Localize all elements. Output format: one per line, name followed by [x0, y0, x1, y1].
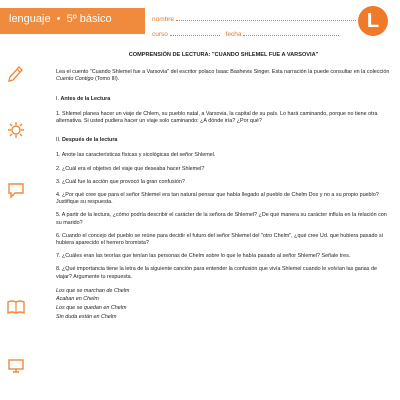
collection-title: Cuento Contigo — [56, 76, 94, 83]
question-2: 2. ¿Cuál era el objetivo del viaje que deseaba hacer Shlemel? — [56, 165, 205, 172]
song-line: Los que se marchan de Chelm — [56, 287, 130, 294]
intro-text-end: (Tomo III). — [93, 76, 120, 83]
subject-label — [9, 13, 112, 25]
question-7: 7. ¿Cuáles eran las teorías que tenían las personas de Chelm sobre lo que le había pasado al señor Shlemel? Señale tres. — [56, 253, 351, 260]
worksheet-body — [56, 52, 391, 321]
subject-separator: • — [56, 13, 61, 25]
intro-paragraph — [56, 69, 391, 83]
fecha-line — [243, 35, 339, 36]
nombre-line — [176, 20, 356, 21]
question-6: 6. Cuando el concejo del pueblo se reúne para decidir el futuro del señor Shlemel del "otro Chelm", ¿qué cree Ud. que hubiera pasado si hubiera aparecido el herrero bromista? — [56, 232, 383, 247]
question-4: 4. ¿Por qué cree que para el señor Shlemel era tan natural pensar que había llegado al pueblo de Chelm Dos y no a su propio pueblo? Justifique su respuesta. — [56, 192, 379, 206]
question-8: 8. ¿Qué importancia tiene la letra de la siguiente canción para entender la confusión que vivía Shlemel cuando le volvían las ganas de viajar? Argumente tu respuesta. — [56, 266, 377, 280]
section-1-heading — [56, 96, 391, 103]
curso-label: curso — [152, 31, 168, 38]
grade-label: 5º básico — [66, 13, 112, 25]
song-lyrics — [56, 287, 391, 321]
nombre-field — [152, 16, 356, 23]
song-line: Sin duda están en Chelm — [56, 313, 117, 320]
curso-line — [170, 35, 220, 36]
song-line: Los que se quedan en Chelm — [56, 305, 127, 312]
section-1-title: Antes de la Lectura — [60, 95, 111, 102]
nombre-label: nombre — [152, 16, 175, 23]
section-2-title: Después de la lectura — [62, 137, 118, 144]
book-icon — [6, 297, 26, 317]
computer-icon — [6, 356, 26, 376]
curso-field — [152, 31, 339, 38]
worksheet-header — [0, 0, 400, 40]
question-3: 3. ¿Cuál fue la acción que provocó la gran confusión? — [56, 178, 185, 185]
section-1-numeral: I. — [56, 95, 59, 102]
intro-text: Lea el cuento "Cuando Shlemel fue a Varsovia" del escritor polaco Isaac Bashevis Singer. Esta narración la puede consultar en la colección — [56, 69, 390, 76]
fecha-label: fecha — [225, 31, 242, 38]
subject-name: lenguaje — [9, 13, 51, 25]
speech-bubble-icon — [6, 180, 26, 200]
lenguaje-logo: L — [358, 6, 388, 36]
question-5: 5. A partir de la lectura, ¿cómo podría describir el carácter de la señora de Shlemel? ¿De qué manera su carácter influía en la relación con su marido? — [56, 212, 387, 226]
section-1-question: 1. Shlemel planea hacer un viaje de Chlem, su pueblo natal, a Varsovia, la capital de su país. Lo hará caminando, porque no tiene otra alternativa. Si usted pudiera hacer un viaje solo caminando: ¿A dónde iría? ¿Por qué? — [56, 110, 378, 125]
pencil-icon — [6, 62, 26, 82]
section-2-numeral: II. — [56, 137, 61, 144]
worksheet-title: COMPRENSIÓN DE LECTURA: "CUANDO SHLEMEL FUE A VARSOVIA" — [128, 52, 319, 58]
question-1: 1. Anote las características físicas y sicológicas del señor Shlemel. — [56, 152, 216, 159]
song-line: Acaban en Chelm — [56, 296, 99, 303]
section-2-heading — [56, 137, 391, 144]
tools-icon — [6, 120, 26, 140]
